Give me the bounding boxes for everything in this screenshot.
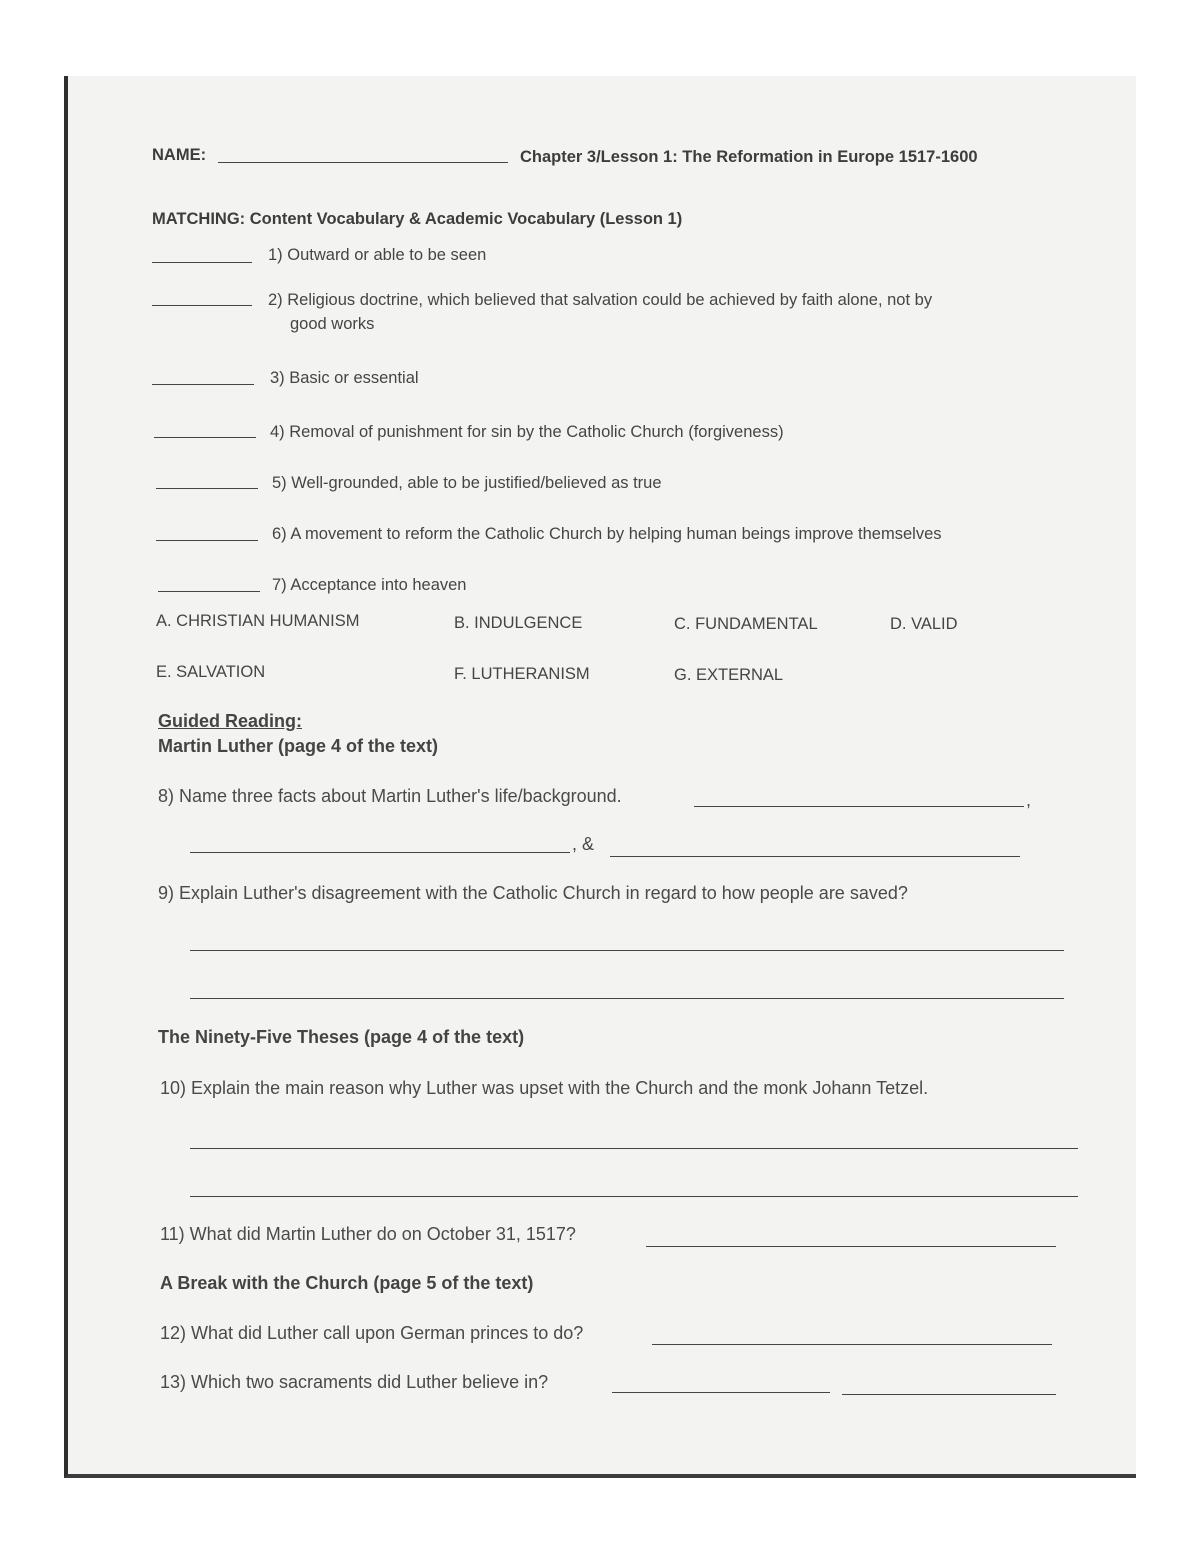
option-c: C. FUNDAMENTAL [674, 615, 818, 633]
matching-item-7: 7) Acceptance into heaven [272, 576, 467, 594]
q8-comma: , [1026, 790, 1032, 810]
q10-answer-line-1[interactable] [190, 1148, 1078, 1149]
question-13: 13) Which two sacraments did Luther believe in? [160, 1372, 549, 1392]
option-g: G. EXTERNAL [674, 666, 784, 684]
question-9: 9) Explain Luther's disagreement with the Catholic Church in regard to how people are saved? [158, 883, 908, 903]
q9-answer-line-1[interactable] [190, 950, 1064, 951]
q13-answer-line-2[interactable] [842, 1394, 1056, 1395]
matching-item-3: 3) Basic or essential [270, 369, 419, 387]
option-b: B. INDULGENCE [454, 614, 583, 632]
option-a: A. CHRISTIAN HUMANISM [156, 612, 360, 630]
section-break-with-church: A Break with the Church (page 5 of the text) [160, 1273, 534, 1293]
section-martin-luther: Martin Luther (page 4 of the text) [158, 736, 439, 756]
option-e: E. SALVATION [156, 663, 266, 681]
matching-item-2: 2) Religious doctrine, which believed that salvation could be achieved by faith alone, not by [268, 291, 933, 309]
matching-item-5: 5) Well-grounded, able to be justified/believed as true [272, 474, 662, 492]
question-11: 11) What did Martin Luther do on October 31, 1517? [160, 1224, 576, 1244]
lesson-title: Chapter 3/Lesson 1: The Reformation in Europe 1517-1600 [520, 148, 978, 166]
answer-blank-3[interactable] [152, 384, 254, 385]
q11-answer-line[interactable] [646, 1246, 1056, 1247]
matching-item-2-cont: good works [290, 315, 375, 333]
q8-answer-line-1[interactable] [694, 806, 1024, 807]
answer-blank-1[interactable] [152, 262, 252, 263]
answer-blank-7[interactable] [158, 591, 260, 592]
q8-ampersand: , & [572, 834, 595, 854]
answer-blank-4[interactable] [154, 437, 256, 438]
matching-item-4: 4) Removal of punishment for sin by the Catholic Church (forgiveness) [270, 423, 784, 441]
name-label: NAME: [152, 146, 207, 164]
option-d: D. VALID [890, 615, 958, 633]
guided-reading-heading: Guided Reading: [158, 711, 302, 731]
q9-answer-line-2[interactable] [190, 998, 1064, 999]
q8-answer-line-3[interactable] [610, 856, 1020, 857]
matching-heading: MATCHING: Content Vocabulary & Academic Vocabulary (Lesson 1) [152, 210, 683, 228]
question-12: 12) What did Luther call upon German princes to do? [160, 1323, 584, 1343]
answer-blank-6[interactable] [156, 540, 258, 541]
matching-item-6: 6) A movement to reform the Catholic Church by helping human beings improve themselves [272, 525, 942, 543]
option-f: F. LUTHERANISM [454, 665, 590, 683]
question-10: 10) Explain the main reason why Luther was upset with the Church and the monk Johann Tetzel. [160, 1078, 929, 1098]
q10-answer-line-2[interactable] [190, 1196, 1078, 1197]
answer-blank-2[interactable] [152, 305, 252, 306]
name-answer-line[interactable] [218, 162, 508, 163]
worksheet-page [64, 76, 1136, 1478]
question-8: 8) Name three facts about Martin Luther's life/background. [158, 786, 622, 806]
matching-item-1: 1) Outward or able to be seen [268, 246, 487, 264]
section-ninety-five-theses: The Ninety-Five Theses (page 4 of the text) [158, 1027, 525, 1047]
q8-answer-line-2[interactable] [190, 852, 570, 853]
q12-answer-line[interactable] [652, 1344, 1052, 1345]
q13-answer-line-1[interactable] [612, 1392, 830, 1393]
answer-blank-5[interactable] [156, 488, 258, 489]
